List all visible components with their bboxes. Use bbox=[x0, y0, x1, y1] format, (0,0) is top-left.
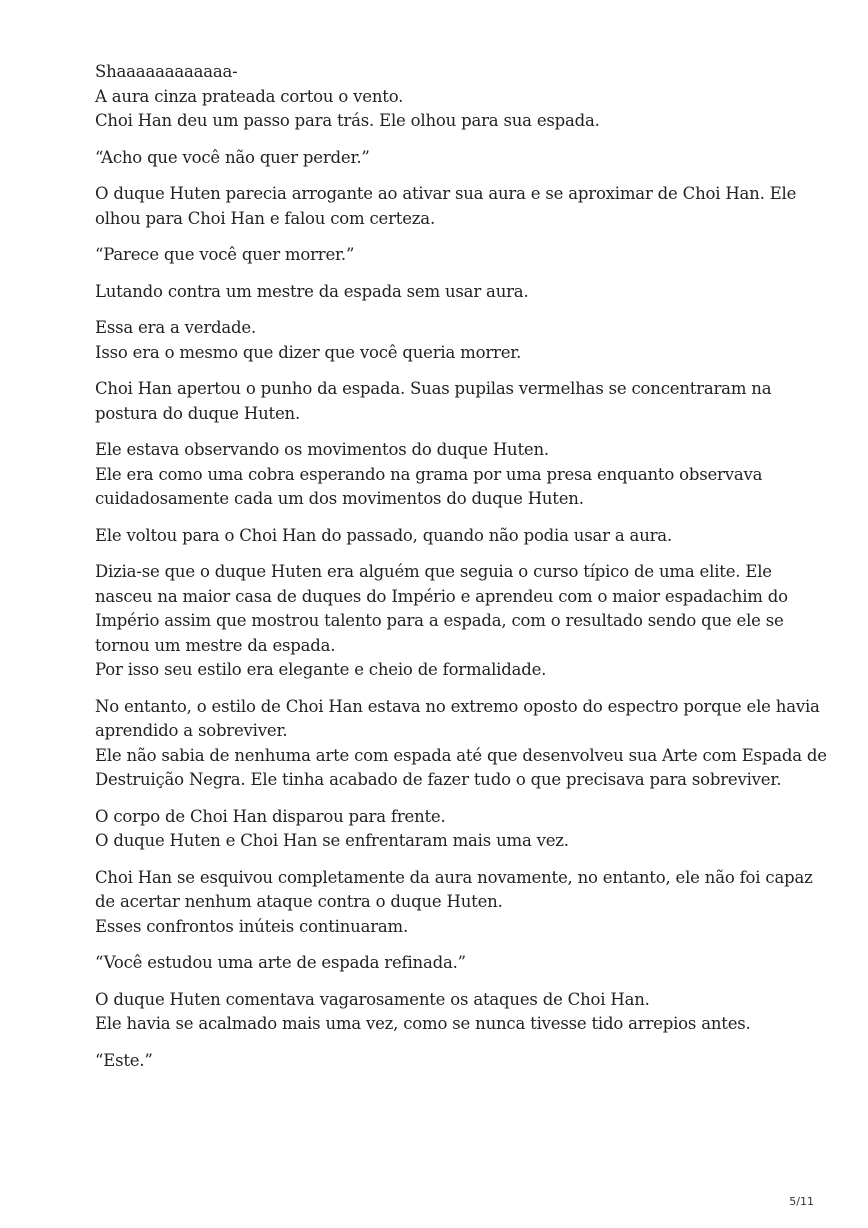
paragraph bbox=[95, 951, 795, 976]
text-line: tornou um mestre da espada. bbox=[95, 635, 336, 655]
text-line: No entanto, o estilo de Choi Han estava no extremo oposto do espectro porque ele havia bbox=[95, 696, 820, 716]
text-line: Ele não sabia de nenhuma arte com espada até que desenvolveu sua Arte com Espada de bbox=[95, 745, 827, 765]
text-line: cuidadosamente cada um dos movimentos do duque Huten. bbox=[95, 489, 584, 508]
paragraph bbox=[95, 377, 795, 426]
text-line: aprendido a sobreviver. bbox=[95, 721, 288, 740]
text-line: O duque Huten parecia arrogante ao ativar sua aura e se aproximar de Choi Han. Ele bbox=[95, 184, 797, 203]
text-line: A aura cinza prateada cortou o vento. bbox=[95, 86, 404, 106]
text-line: Shaaaaaaaaaaaa- bbox=[95, 62, 238, 81]
paragraph bbox=[95, 1049, 795, 1074]
text-line: Essa era a verdade. bbox=[95, 318, 257, 337]
text-line: Por isso seu estilo era elegante e cheio de formalidade. bbox=[95, 660, 547, 679]
text-line: Ele estava observando os movimentos do duque Huten. bbox=[95, 440, 549, 459]
paragraph bbox=[95, 695, 827, 793]
paragraph bbox=[95, 60, 795, 134]
text-line: postura do duque Huten. bbox=[95, 403, 301, 423]
text-line: Choi Han deu um passo para trás. Ele olhou para sua espada. bbox=[95, 111, 600, 130]
paragraph bbox=[95, 146, 795, 171]
text-line: “Você estudou uma arte de espada refinada.” bbox=[95, 953, 466, 972]
text-line: O duque Huten comentava vagarosamente os ataques de Choi Han. bbox=[95, 989, 650, 1009]
text-line: Choi Han apertou o punho da espada. Suas pupilas vermelhas se concentraram na bbox=[95, 379, 772, 398]
paragraph bbox=[95, 438, 795, 512]
text-line: O corpo de Choi Han disparou para frente. bbox=[95, 806, 446, 826]
paragraph bbox=[95, 866, 813, 940]
text-line: “Parece que você quer morrer.” bbox=[95, 245, 355, 264]
text-line: Isso era o mesmo que dizer que você queria morrer. bbox=[95, 342, 522, 362]
paragraph bbox=[95, 524, 795, 549]
text-line: de acertar nenhum ataque contra o duque Huten. bbox=[95, 892, 503, 911]
text-line: Império assim que mostrou talento para a espada, com o resultado sendo que ele se bbox=[95, 611, 784, 630]
paragraph bbox=[95, 988, 795, 1037]
text-line: nasceu na maior casa de duques do Império e aprendeu com o maior espadachim do bbox=[95, 586, 788, 606]
text-line: Destruição Negra. Ele tinha acabado de fazer tudo o que precisava para sobreviver. bbox=[95, 770, 782, 789]
text-line: Ele havia se acalmado mais uma vez, como se nunca tivesse tido arrepios antes. bbox=[95, 1014, 751, 1033]
text-line: O duque Huten e Choi Han se enfrentaram mais uma vez. bbox=[95, 831, 569, 850]
page-number: 5/11 bbox=[789, 1195, 814, 1208]
text-line: Ele era como uma cobra esperando na grama por uma presa enquanto observava bbox=[95, 464, 763, 484]
paragraph bbox=[95, 805, 795, 854]
text-line: Lutando contra um mestre da espada sem usar aura. bbox=[95, 281, 529, 301]
text-line: Esses confrontos inúteis continuaram. bbox=[95, 916, 409, 936]
paragraph bbox=[95, 280, 795, 305]
document-body bbox=[95, 60, 827, 1085]
paragraph bbox=[95, 243, 795, 268]
text-line: olhou para Choi Han e falou com certeza. bbox=[95, 208, 435, 228]
paragraph bbox=[95, 316, 795, 365]
text-line: Choi Han se esquivou completamente da aura novamente, no entanto, ele não foi capaz bbox=[95, 867, 813, 887]
text-line: Ele voltou para o Choi Han do passado, quando não podia usar a aura. bbox=[95, 525, 672, 545]
paragraph bbox=[95, 560, 795, 683]
text-line: Dizia-se que o duque Huten era alguém que seguia o curso típico de uma elite. Ele bbox=[95, 562, 772, 581]
paragraph bbox=[95, 182, 795, 231]
text-line: “Acho que você não quer perder.” bbox=[95, 147, 370, 167]
text-line: “Este.” bbox=[95, 1050, 153, 1070]
